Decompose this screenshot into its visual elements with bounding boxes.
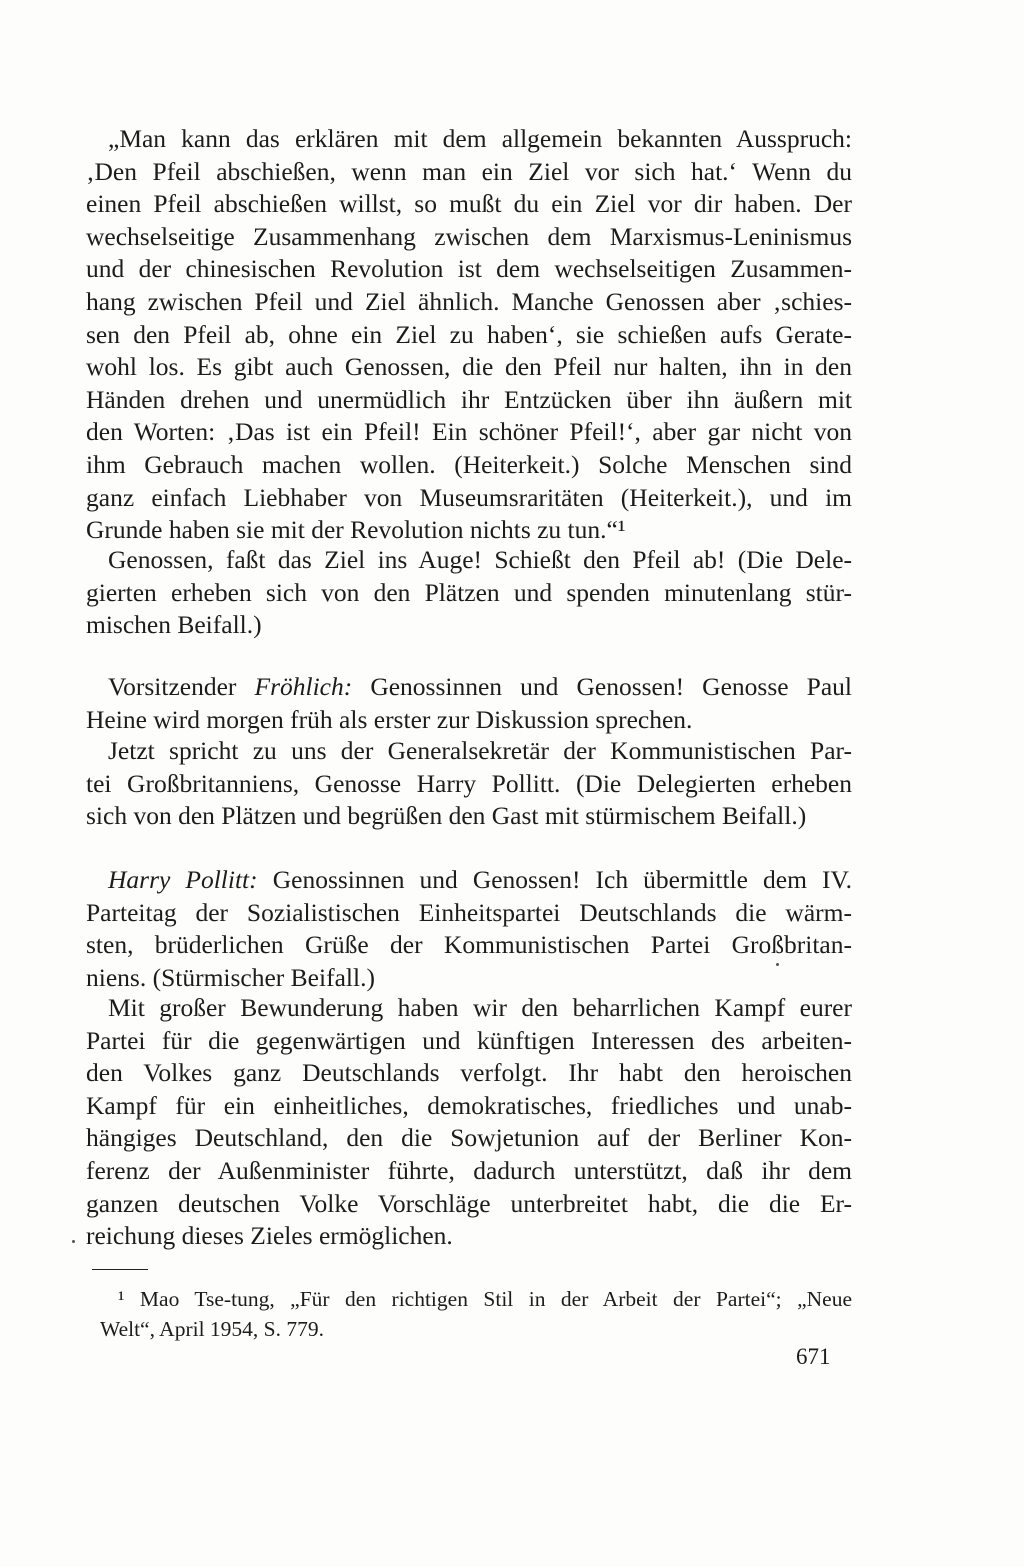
speech-text: Genossinnen und Genossen! Genosse Paul <box>352 672 852 701</box>
text-line: „Man kann das erklären mit dem allgemein bekannten Ausspruch: <box>108 124 852 153</box>
text-line: sten, brüderlichen Grüße der Kommunistischen Partei Großbritan- <box>86 930 852 960</box>
text-line: und der chinesischen Revolution ist dem wechselseitigen Zusammen- <box>86 254 852 284</box>
text-line: den Volkes ganz Deutschlands verfolgt. Ihr habt den heroischen <box>86 1058 852 1088</box>
footnote-line: Welt“, April 1954, S. 779. <box>100 1317 325 1341</box>
text-line: Genossen, faßt das Ziel ins Auge! Schießt den Pfeil ab! (Die Dele- <box>108 545 852 574</box>
scan-speck <box>776 963 779 966</box>
quotation-paragraph <box>86 123 852 547</box>
text-line: reichung dieses Zieles ermöglichen. <box>86 1221 453 1251</box>
text-line: den Worten: ‚Das ist ein Pfeil! Ein schöner Pfeil!‘, aber gar nicht von <box>86 417 852 447</box>
text-line: Heine wird morgen früh als erster zur Diskussion sprechen. <box>86 704 693 734</box>
text-line: wechselseitige Zusammenhang zwischen dem Marxismus-Leninismus <box>86 221 852 251</box>
text-line: Parteitag der Sozialistischen Einheitspartei Deutschlands die wärm- <box>86 897 852 927</box>
footnote <box>100 1284 852 1344</box>
text-line: hängiges Deutschland, den die Sowjetunion auf der Berliner Kon- <box>86 1123 852 1153</box>
text-line: niens. (Stürmischer Beifall.) <box>86 962 375 992</box>
text-line: ganzen deutschen Volke Vorschläge unterbreitet habt, die die Er- <box>86 1188 852 1218</box>
page-number: 671 <box>796 1344 831 1369</box>
text-line: Partei für die gegenwärtigen und künftigen Interessen des arbeiten- <box>86 1025 852 1055</box>
closing-paragraph <box>86 544 852 642</box>
text-line: ganz einfach Liebhaber von Museumsraritäten (Heiterkeit.), und im <box>86 482 852 512</box>
chairman-paragraph <box>86 671 852 736</box>
text-line: mischen Beifall.) <box>86 610 262 640</box>
text-line: gierten erheben sich von den Plätzen und spenden minutenlang stür- <box>86 577 852 607</box>
text-line: tei Großbritanniens, Genosse Harry Pollitt. (Die Delegierten erheben <box>86 768 852 798</box>
speech-text: Genossinnen und Genossen! Ich übermittle dem IV. <box>257 865 852 894</box>
announcement-paragraph <box>86 735 852 833</box>
footnote-divider <box>92 1269 148 1270</box>
text-line: sich von den Plätzen und begrüßen den Gast mit stürmischem Beifall.) <box>86 801 807 831</box>
text-line: Mit großer Bewunderung haben wir den beharrlichen Kampf eurer <box>108 993 852 1022</box>
text-line: sen den Pfeil ab, ohne ein Ziel zu haben‘, sie schießen aufs Gerate- <box>86 319 852 349</box>
text-line: Händen drehen und unermüdlich ihr Entzücken über ihn äußern mit <box>86 384 852 414</box>
text-line: Jetzt spricht zu uns der Generalsekretär der Kommunistischen Par- <box>108 736 852 765</box>
text-line <box>86 671 852 704</box>
text-line: Kampf für ein einheitliches, demokratisches, friedliches und unab- <box>86 1090 852 1120</box>
footnote-line: ¹ Mao Tse-tung, „Für den richtigen Stil in der Arbeit der Partei“; „Neue <box>118 1287 852 1311</box>
text-line <box>86 864 852 897</box>
text-line: hang zwischen Pfeil und Ziel ähnlich. Manche Genossen aber ‚schies- <box>86 286 852 316</box>
text-line: ferenz der Außenminister führte, dadurch unterstützt, daß ihr dem <box>86 1155 852 1185</box>
text-line: ‚Den Pfeil abschießen, wenn man ein Ziel vor sich hat.‘ Wenn du <box>86 156 852 186</box>
text-line: einen Pfeil abschießen willst, so mußt du ein Ziel vor dir haben. Der <box>86 189 852 219</box>
speaker-name: Harry Pollitt: <box>108 865 258 894</box>
pollitt-paragraph <box>86 864 852 994</box>
speaker-prefix: Vorsitzender <box>108 672 255 701</box>
speaker-name: Fröhlich: <box>254 672 353 701</box>
admiration-paragraph <box>86 992 852 1253</box>
text-line: wohl los. Es gibt auch Genossen, die den Pfeil nur halten, ihn in den <box>86 352 852 382</box>
text-line: Grunde haben sie mit der Revolution nichts zu tun.“¹ <box>86 515 626 545</box>
text-line: ihm Gebrauch machen wollen. (Heiterkeit.) Solche Menschen sind <box>86 449 852 479</box>
scan-speck <box>72 1240 75 1243</box>
